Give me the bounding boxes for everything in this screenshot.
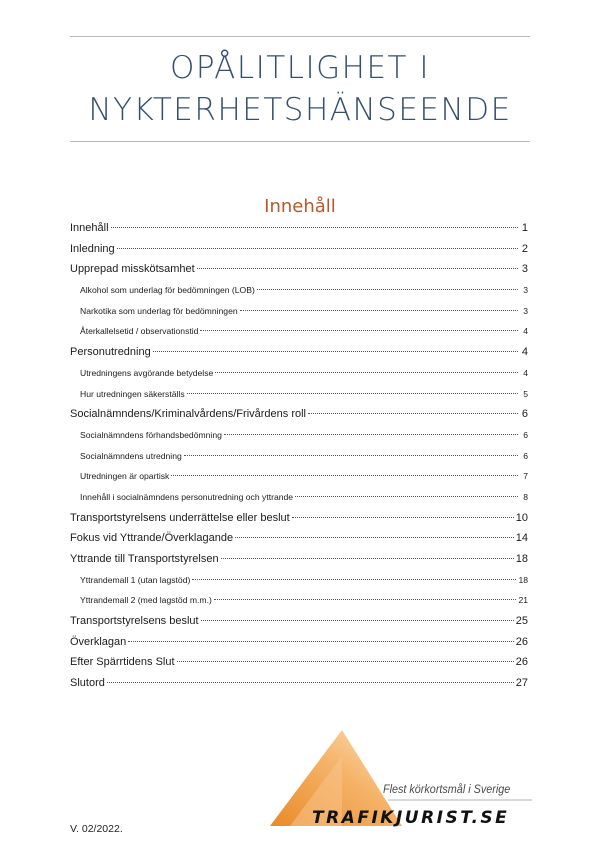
toc-entry-page: 18 bbox=[515, 553, 528, 565]
toc-entry-page: 3 bbox=[521, 263, 528, 276]
toc-entry[interactable] bbox=[70, 652, 528, 673]
toc-entry[interactable] bbox=[70, 259, 528, 280]
top-rule bbox=[70, 36, 530, 37]
toc-entry-label: Utredningen är opartisk bbox=[80, 471, 170, 482]
toc-entry[interactable] bbox=[70, 528, 528, 549]
toc-entry-label: Narkotika som underlag för bedömningen bbox=[80, 305, 238, 316]
toc-leader-dots bbox=[192, 579, 516, 580]
toc-leader-dots bbox=[201, 620, 514, 621]
toc-entry-page: 14 bbox=[515, 532, 528, 545]
toc-entry-label: Innehåll bbox=[70, 222, 109, 234]
toc-entry-page: 5 bbox=[523, 388, 528, 399]
toc-entry[interactable] bbox=[70, 673, 528, 694]
toc-entry-label: Socialnämndens utredning bbox=[80, 450, 182, 461]
toc-entry-label: Transportstyrelsens underrättelse eller beslut bbox=[70, 511, 290, 524]
toc-entry-page: 25 bbox=[515, 615, 528, 628]
toc-entry[interactable] bbox=[70, 321, 528, 342]
toc-entry-page: 4 bbox=[521, 346, 528, 359]
toc-leader-dots bbox=[224, 434, 518, 435]
toc-entry-page: 3 bbox=[523, 285, 528, 296]
logo-brand: TRAFIKJURIST.SE bbox=[312, 808, 510, 828]
toc-entry-label: Efter Spärrtidens Slut bbox=[70, 656, 175, 669]
toc-entry[interactable] bbox=[70, 570, 528, 591]
table-of-contents bbox=[70, 218, 528, 694]
toc-entry-label: Socialnämndens/Kriminalvårdens/Frivårdens roll bbox=[70, 408, 306, 421]
toc-leader-dots bbox=[107, 682, 514, 683]
toc-entry-label: Personutredning bbox=[70, 346, 151, 359]
toc-entry-label: Upprepad misskötsamhet bbox=[70, 263, 195, 276]
toc-entry[interactable] bbox=[70, 466, 528, 487]
toc-entry-page: 6 bbox=[521, 408, 528, 421]
toc-entry-label: Yttrandemall 1 (utan lagstöd) bbox=[80, 574, 191, 585]
toc-entry-page: 21 bbox=[518, 595, 528, 606]
toc-entry[interactable] bbox=[70, 218, 528, 239]
toc-entry[interactable] bbox=[70, 632, 528, 653]
toc-entry-page: 26 bbox=[515, 635, 528, 648]
toc-leader-dots bbox=[128, 641, 513, 642]
toc-entry-page: 18 bbox=[518, 574, 528, 585]
toc-entry-page: 2 bbox=[521, 242, 528, 255]
toc-entry[interactable] bbox=[70, 404, 528, 425]
toc-entry-page: 1 bbox=[521, 222, 528, 234]
toc-heading: Innehåll bbox=[264, 196, 336, 217]
toc-leader-dots bbox=[214, 599, 517, 600]
toc-entry-page: 4 bbox=[523, 326, 528, 337]
toc-leader-dots bbox=[295, 496, 518, 497]
toc-leader-dots bbox=[197, 268, 518, 269]
toc-leader-dots bbox=[292, 517, 514, 518]
toc-entry-label: Transportstyrelsens beslut bbox=[70, 615, 199, 628]
toc-entry-label: Fokus vid Yttrande/Överklagande bbox=[70, 532, 234, 545]
toc-leader-dots bbox=[187, 393, 518, 394]
toc-entry-label: Alkohol som underlag för bedömningen (LOB) bbox=[80, 285, 255, 296]
toc-entry[interactable] bbox=[70, 342, 528, 363]
toc-entry[interactable] bbox=[70, 239, 528, 260]
toc-leader-dots bbox=[111, 227, 518, 228]
toc-leader-dots bbox=[257, 289, 518, 290]
toc-entry-label: Hur utredningen säkerställs bbox=[80, 388, 185, 399]
toc-entry-page: 6 bbox=[523, 429, 528, 440]
toc-entry-page: 10 bbox=[515, 511, 528, 524]
logo-tagline: Flest körkortsmål i Sverige bbox=[383, 782, 511, 796]
toc-entry[interactable] bbox=[70, 446, 528, 467]
toc-leader-dots bbox=[235, 537, 514, 538]
toc-leader-dots bbox=[200, 330, 518, 331]
toc-entry-page: 7 bbox=[523, 471, 528, 482]
toc-entry[interactable] bbox=[70, 280, 528, 301]
toc-leader-dots bbox=[177, 661, 514, 662]
toc-entry[interactable] bbox=[70, 384, 528, 405]
toc-entry-label: Utredningens avgörande betydelse bbox=[80, 367, 214, 378]
toc-entry-label: Överklagan bbox=[70, 635, 127, 648]
page-title: OPÅLITLIGHET I NYKTERHETSHÄNSEENDE bbox=[88, 50, 512, 128]
toc-leader-dots bbox=[117, 248, 518, 249]
toc-entry-page: 8 bbox=[523, 491, 528, 502]
toc-leader-dots bbox=[308, 413, 518, 414]
toc-entry[interactable] bbox=[70, 549, 528, 570]
toc-leader-dots bbox=[221, 558, 514, 559]
toc-entry-label: Slutord bbox=[70, 677, 105, 690]
toc-entry-page: 4 bbox=[523, 367, 528, 378]
toc-entry-label: Socialnämndens förhandsbedömning bbox=[80, 429, 222, 440]
toc-leader-dots bbox=[215, 372, 518, 373]
toc-leader-dots bbox=[153, 351, 518, 352]
toc-entry-page: 27 bbox=[515, 677, 528, 690]
toc-entry[interactable] bbox=[70, 363, 528, 384]
toc-entry-label: Yttrande till Transportstyrelsen bbox=[70, 553, 219, 565]
toc-entry[interactable] bbox=[70, 508, 528, 529]
toc-entry[interactable] bbox=[70, 611, 528, 632]
toc-entry-label: Yttrandemall 2 (med lagstöd m.m.) bbox=[80, 595, 212, 606]
toc-entry[interactable] bbox=[70, 590, 528, 611]
toc-entry[interactable] bbox=[70, 301, 528, 322]
toc-entry-label: Innehåll i socialnämndens personutredning och yttrande bbox=[80, 491, 294, 502]
toc-entry-page: 6 bbox=[523, 450, 528, 461]
toc-leader-dots bbox=[184, 455, 518, 456]
toc-leader-dots bbox=[240, 310, 518, 311]
toc-entry-page: 3 bbox=[523, 305, 528, 316]
toc-entry-label: Inledning bbox=[70, 242, 115, 255]
toc-entry[interactable] bbox=[70, 487, 528, 508]
title-rule bbox=[70, 141, 530, 142]
toc-leader-dots bbox=[171, 475, 518, 476]
toc-entry-label: Återkallelsetid / observationstid bbox=[80, 326, 199, 337]
toc-entry-page: 26 bbox=[515, 656, 528, 669]
version-label: V. 02/2022. bbox=[70, 823, 123, 835]
toc-entry[interactable] bbox=[70, 425, 528, 446]
